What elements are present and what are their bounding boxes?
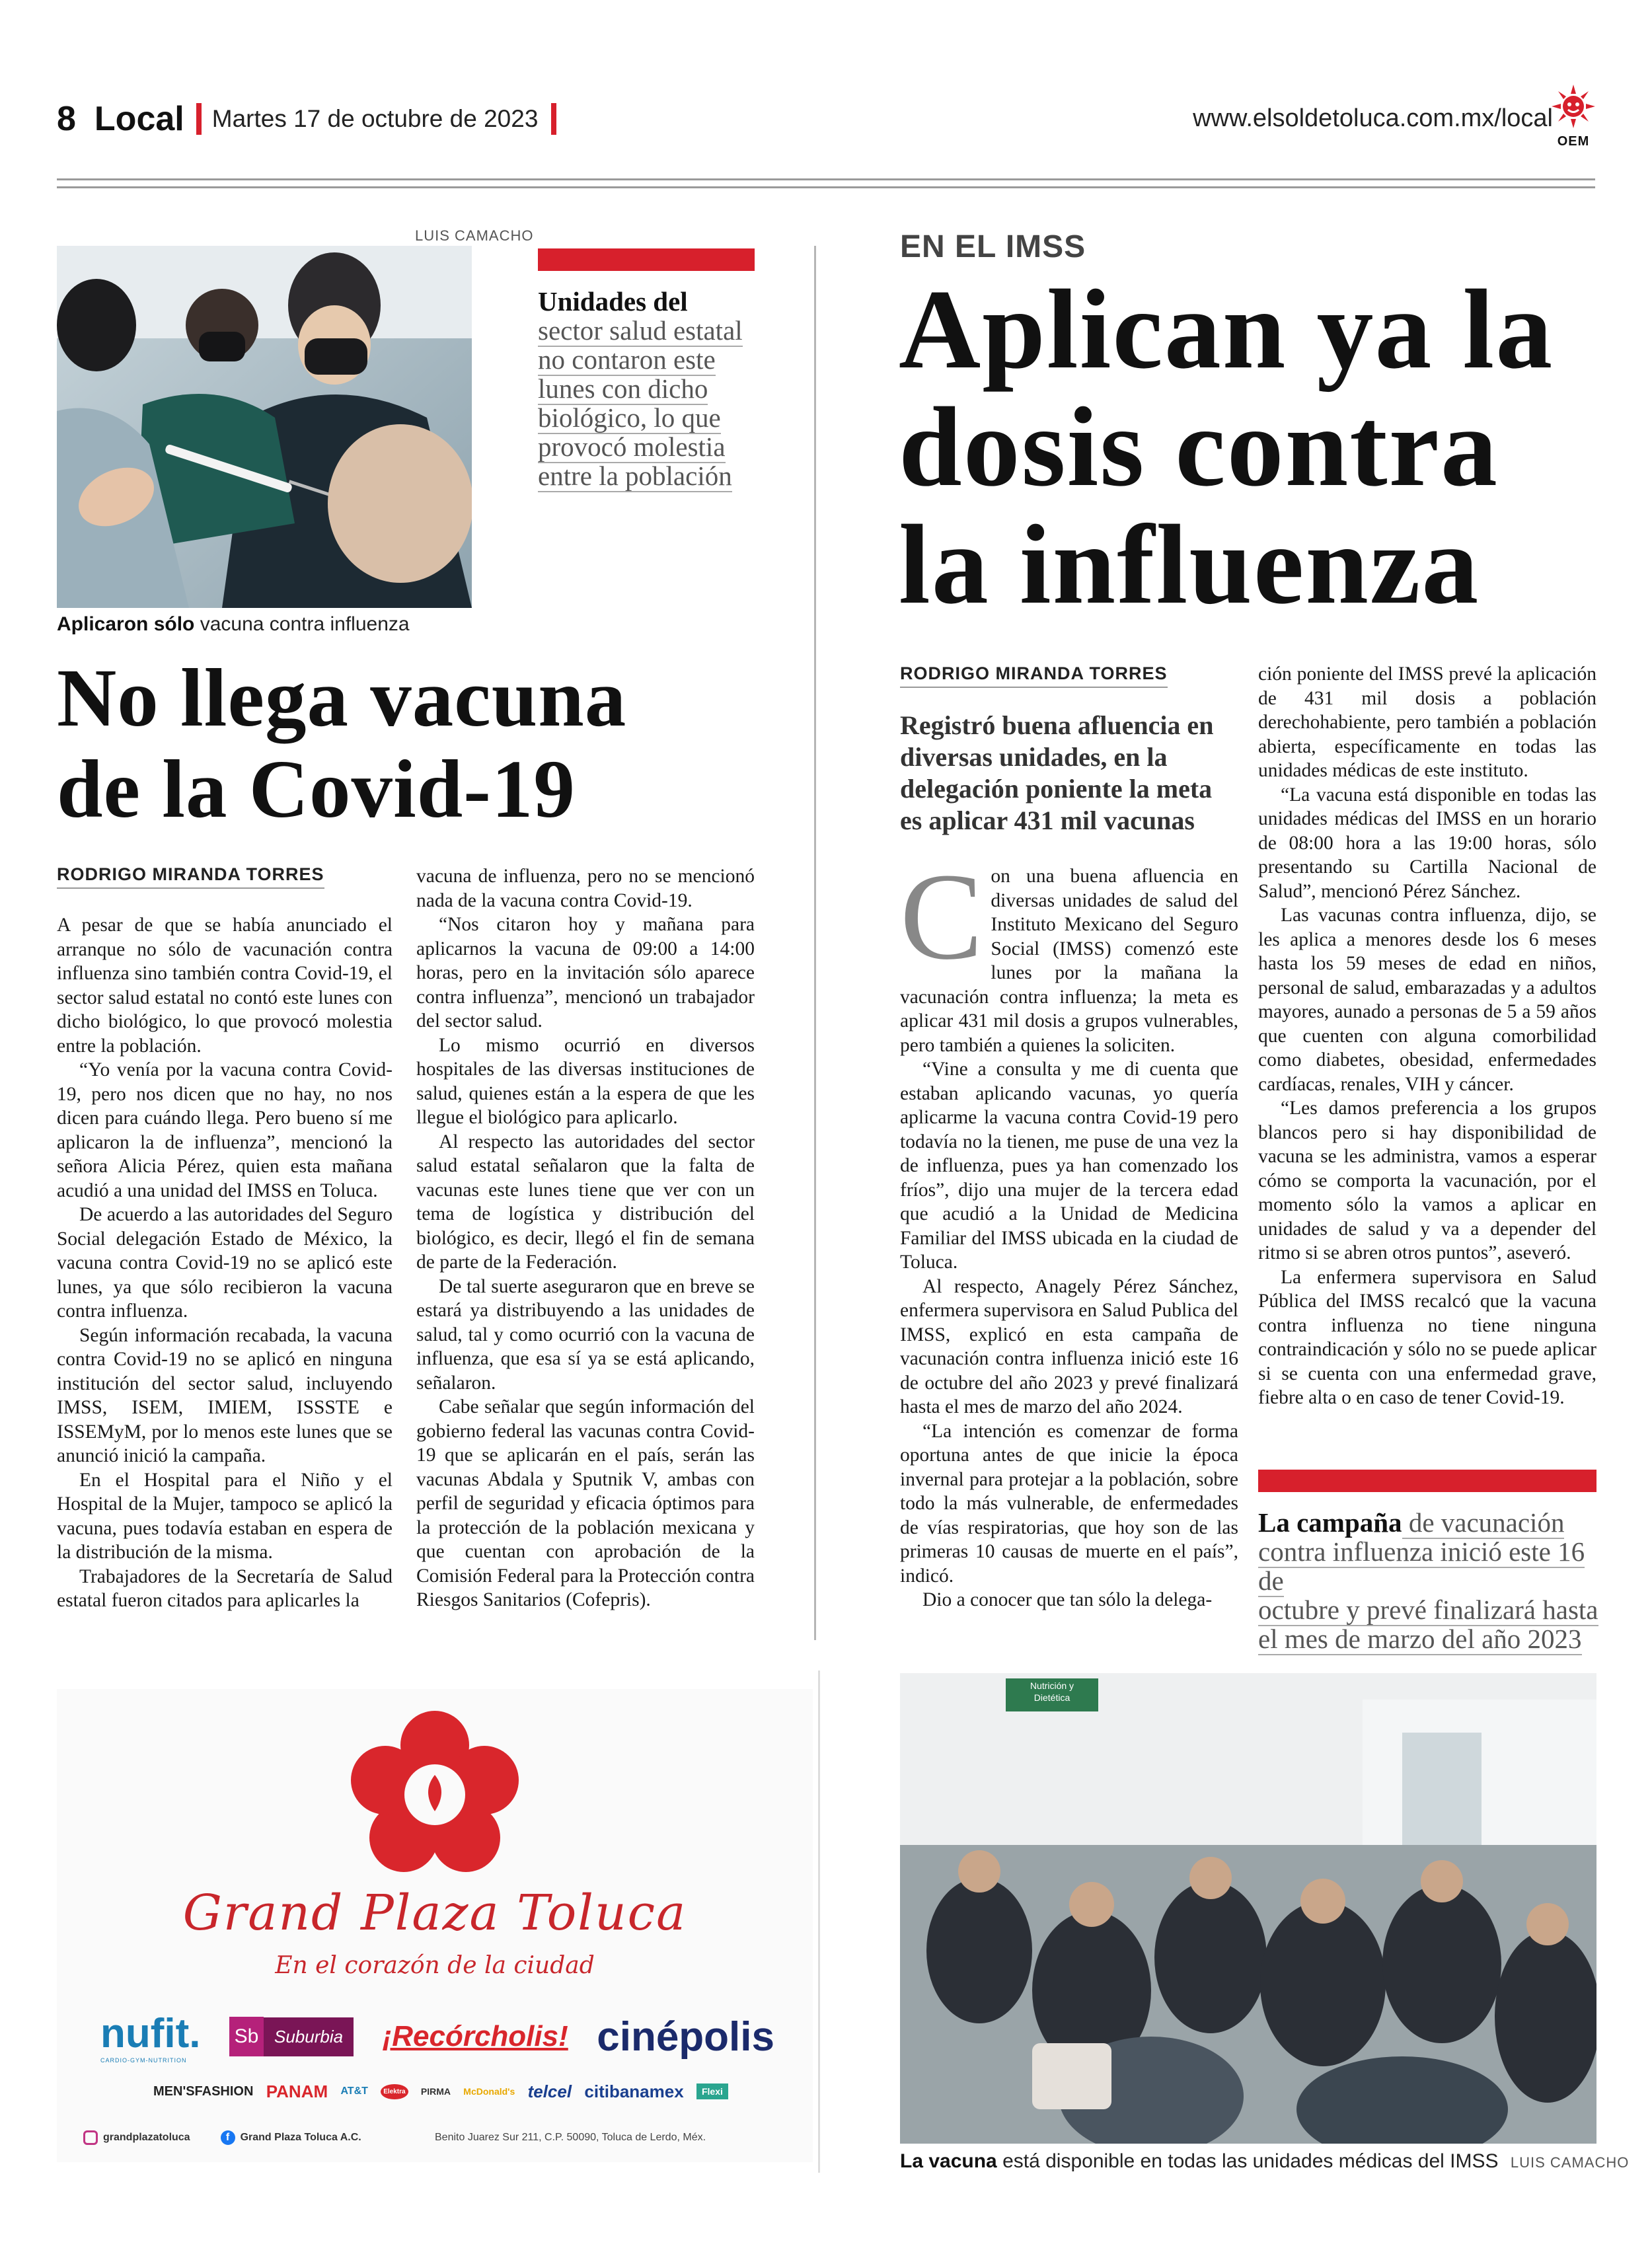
pull-quote-bar-right [1258,1470,1596,1492]
vaccination-photo [57,246,472,608]
flexi-logo: Flexi [696,2083,728,2099]
deck: Registró buena afluencia en diversas unidades, en la delegación poniente la meta es aplicar 431 mil vacunas [900,710,1214,835]
sponsor-logos-row [153,2075,728,2108]
pull-quote-line: de vacunación [1402,1507,1565,1538]
paragraph: “Nos citaron hoy y mañana para aplicarnos la vacuna de 09:00 a 14:00 horas, pero en la invitación sólo aparece contra influenza”, mencionó un trabajador del sector salud. [416,914,755,1032]
pull-quote-line: provocó molestia [538,432,726,462]
oem-logo [1552,85,1595,151]
clinic-sign [1007,1680,1097,1704]
byline-left [57,864,324,889]
byline-right [900,663,1168,688]
caption-text: está disponible en todas las unidades médicas del IMSS [996,2150,1499,2172]
paragraph: “La intención es comenzar de forma oportuna antes de que inicie la época invernal para protejar a la población, sobre todo la más vulnerable, de enfermedades de vías respiratorias, que hoy son de las primeras 10 causas de muerte en el país”, indicó. [900,1420,1238,1587]
telcel-logo: telcel [527,2081,572,2101]
pull-quote [538,287,763,490]
citibanamex-logo: citibanamex [584,2081,684,2101]
paragraph: De acuerdo a las autoridades del Seguro Social delegación Estado de México, la vacuna contra Covid-19 no se aplicó este lunes, ya que sólo recibieron la vacuna contra influenza. [57,1204,393,1322]
byline-text: RODRIGO MIRANDA TORRES [57,864,324,889]
att-logo: AT&T [340,2085,368,2097]
pull-quote-lead: La campaña [1258,1507,1402,1538]
pull-quote-bar [538,248,755,271]
mcdonalds-logo: McDonald's [463,2086,515,2097]
paragraph: De tal suerte aseguraron que en breve se estará ya distribuyendo a las unidades de salud, tal y como ocurrió con la vacuna de influenza, que esa sí ya se está aplicando, señalaron. [416,1275,755,1394]
paragraph: Al respecto, Anagely Pérez Sánchez, enfermera supervisora en Salud Publica del IMSS, explicó en esta campaña de vacunación contra influenza inició este 16 de octubre del año 2023 y prevé finalizará hasta el mes de marzo del año 2024. [900,1275,1238,1417]
paragraph: “Les damos preferencia a los grupos blancos pero si hay disponibilidad de vacuna se les administra, vamos a esperar cómo se comporta la vacunación, por el momento sólo la vamos a aplicar en unidades de salud y va a depender del ritmo si se abren otros puntos”, aseveró. [1258,1098,1596,1263]
paragraph: Lo mismo ocurrió en diversos hospitales de las diversas instituciones de salud, quienes están a la espera de que les llegue el biológico para aplicarlo. [416,1034,755,1128]
headline-line: Aplican ya la [899,267,1554,393]
headline-covid [57,653,626,835]
pull-quote-line: contra influenza inició este 16 de [1258,1536,1585,1596]
pirma-logo: PIRMA [420,2086,451,2097]
pull-quote-line: entre la población [538,461,732,491]
recorcholis-logo: ¡Recórcholis! [382,2020,568,2052]
issue-date: Martes 17 de octubre de 2023 [211,105,539,132]
nufit-subtext: CARDIO-GYM-NUTRITION [100,2056,187,2064]
nufit-text: nufit. [100,2010,201,2056]
paragraph: ción poniente del IMSS prevé la aplicación de 431 mil dosis a población derechohabiente, pero también a población abierta, específicamente en todas las unidades médicas de este instituto. [1258,663,1596,781]
pull-quote-right [1258,1508,1602,1653]
ad-address: Benito Juarez Sur 211, C.P. 50090, Toluca de Lerdo, Méx. [435,2132,706,2143]
pull-quote-lead: Unidades del [538,286,688,317]
paragraph: on una buena afluencia en diversas unidades de salud del Instituto Mexicano del Seguro Social (IMSS) comenzó este lunes por la mañana la vacunación contra influenza; la meta es aplicar 431 mil dosis a grupos vulnerables, pero también a quienes la soliciten. [900,866,1238,1056]
ad-brand-name: Grand Plaza Toluca [182,1885,687,1941]
site-url[interactable]: www.elsoldetoluca.com.mx/local [1193,104,1553,132]
kicker: EN EL IMSS [900,229,1086,264]
right-article-column-1 [900,864,1238,1647]
paragraph: A pesar de que se había anunciado el arranque no sólo de vacunación contra influenza sino también contra Covid-19, el sector salud estatal no contó este lunes con dicho biológico, lo que provocó molestia entre la población. [57,915,393,1057]
drop-cap: C [900,864,983,985]
header-rule-top [57,178,1595,180]
clinic-photo-credit: LUIS CAMACHO [1510,2154,1630,2171]
suburbia-badge: Sb [229,2017,264,2056]
paragraph: “Vine a consulta y me di cuenta que estaban aplicando vacunas, yo quería aplicarme la vacuna contra Covid-19 pero todavía no la tienen, me puse de una vez la de influenza, pues ya han comenzado los fríos”, dijo una mujer de la tercera edad que acudió a la Unidad de Medicina Familiar del IMSS ubicada en la ciudad de Toluca. [900,1059,1238,1273]
photo-caption-text: vacuna contra influenza [194,613,410,635]
headline-line: dosis contra [899,385,1499,510]
nufit-logo [100,2010,201,2064]
ad-tagline: En el corazón de la ciudad [275,1952,595,1979]
store-logos-row [100,2004,774,2070]
photo-credit: LUIS CAMACHO [415,227,534,244]
photo-caption [57,613,410,636]
pull-quote-line: sector salud estatal [538,315,743,346]
section-name: Local [94,100,184,138]
grand-plaza-ad[interactable] [57,1689,813,2162]
pull-quote-line: biológico, lo que [538,402,721,433]
headline-line: la influenza [899,502,1480,628]
right-article-column-2 [1258,662,1596,1442]
left-article-column-1 [57,913,393,1647]
clinic-sign-line: Dietética [1033,1692,1070,1703]
bottom-separator [818,1670,820,2173]
clinic-sign-line: Nutrición y [1030,1680,1074,1691]
headline-line: No llega vacuna [57,653,627,744]
oem-logo-text: OEM [1557,134,1590,149]
paragraph: Al respecto las autoridades del sector salud estatal señalaron que la falta de vacunas este lunes tiene que ver con un tema de logística y distribución del biológico, es decir, llegó el fin de semana de parte de la Federación. [416,1131,755,1273]
suburbia-logo [229,2017,354,2056]
sun-icon [1552,85,1595,131]
paragraph: Cabe señalar que según información del gobierno federal las vacunas contra Covid-19 que se aplicarán en el país, serán las vacunas Abdala y Sputnik V, ambas con perfil de seguridad y eficacia óptimos para la protección de la población mexicana y que cuentan con aprobación de la Comisión Federal para la Protección contra Riesgos Sanitarios (Cofepris). [416,1396,755,1610]
photo-caption-bold: Aplicaron sólo [57,613,195,635]
instagram-icon [83,2130,98,2145]
ad-social [83,2130,361,2145]
paragraph: “La vacuna está disponible en todas las unidades médicas del IMSS en un horario de 08:00 hora a las 19:00 horas, sólo presentando su Cartilla Nacional de Salud”, mencionó Pérez Sánchez. [1258,784,1596,902]
elektra-logo: Elektra [381,2084,408,2099]
paragraph: Trabajadores de la Secretaría de Salud estatal fueron citados para aplicarles la [57,1565,393,1611]
clinic-photo [900,1673,1596,2144]
paragraph: Según información recabada, la vacuna contra Covid-19 no se aplicó en ninguna institución del sector salud, incluyendo IMSS, ISEM, IMIEM, ISSSTE e ISSEMyM, por lo menos este lunes que se anunció inició la campaña. [57,1324,393,1466]
pull-quote-line: no contaron este [538,344,716,375]
paragraph: Las vacunas contra influenza, dijo, se les aplica a menores desde los 6 meses hasta los 59 meses de edad en niños, personal de salud, embarazadas y a adultos mayores, aunado a personas de 5 a 59 años que cuenten con alguna comorbilidad como diabetes, obesidad, enfermedades cardíacas, renales, VIH y cáncer. [1258,905,1596,1095]
header-rule-bottom [57,186,1595,188]
paragraph: Dio a conocer que tan sólo la delega- [922,1589,1213,1610]
facebook-handle[interactable]: Grand Plaza Toluca A.C. [240,2132,361,2143]
cinepolis-logo: cinépolis [597,2013,774,2060]
panam-logo: PANAM [266,2081,328,2101]
paragraph: “Yo venía por la vacuna contra Covid-19, pero nos dicen que no hay, no nos dicen para cuándo llega. Pero bueno sí me aplicaron la de influenza”, mencionó la señora Alicia Pérez, quien esta mañana acudió a una unidad del IMSS en Toluca. [57,1059,393,1201]
headline-influenza [899,267,1554,628]
pull-quote-line: octubre y prevé finalizará hasta [1258,1595,1598,1625]
page-number: 8 [57,100,76,138]
pull-quote-line: lunes con dicho [538,373,708,404]
paragraph: En el Hospital para el Niño y el Hospital de la Mujer, tampoco se aplicó la vacuna, pues todavía estaban en espera de la distribución de la misma. [57,1469,393,1563]
paragraph: La enfermera supervisora en Salud Pública del IMSS recalcó que la vacuna contra influenza no tiene ninguna contraindicación y sólo no se puede aplicar si se cuenta con una enfermedad grave, fiebre alta o en caso de tener Covid-19. [1258,1266,1596,1408]
grand-plaza-flower-logo [349,1709,521,1874]
clinic-photo-caption [900,2150,1629,2173]
pull-quote-line: el mes de marzo del año 2023 [1258,1624,1582,1654]
byline-text: RODRIGO MIRANDA TORRES [900,663,1168,688]
header-divider-end [551,103,556,135]
suburbia-text: Suburbia [264,2017,354,2056]
facebook-icon: f [221,2130,235,2145]
page-header [57,93,556,145]
caption-bold: La vacuna [900,2150,997,2172]
instagram-handle[interactable]: grandplazatoluca [103,2132,190,2143]
column-separator [814,246,816,1640]
header-divider [196,103,202,135]
headline-line: de la Covid-19 [57,744,576,835]
paragraph: vacuna de influenza, pero no se mencionó nada de la vacuna contra Covid-19. [416,866,755,911]
left-article-column-2 [416,864,755,1647]
mensfashion-logo: MEN'SFASHION [153,2083,254,2099]
